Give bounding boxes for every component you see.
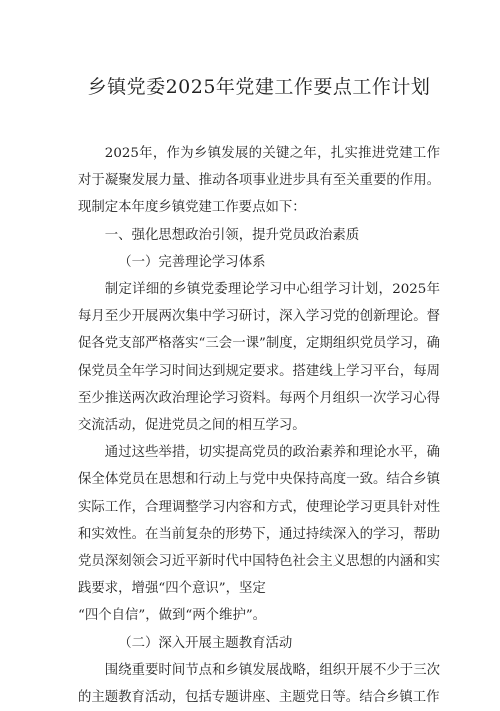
body-paragraph: 通过这些举措，切实提高党员的政治素养和理论水平，确保全体党员在思想和行动上与党中央保持高度一致。结合乡镇实际工作，合理调整学习内容和方式，使理论学习更具针对性和实效性。在当前复杂的形势下，通过持续深入的学习，帮助党员深刻领会习近平新时代中国特色社会主义思想的内涵和实践要求，增强“四个意识”，坚定	[78, 445, 440, 597]
document-title: 乡镇党委2025年党建工作要点工作计划	[87, 76, 431, 98]
body-paragraph: 制定详细的乡镇党委理论学习中心组学习计划，2025年每月至少开展两次集中学习研讨，深入学习党的创新理论。督促各党支部严格落实“三会一课”制度，定期组织党员学习，确保党员全年学习时间达到规定要求。搭建线上学习平台，每周至少推送两次政治理论学习资料。每两个月组织一次学习心得交流活动，促进党员之间的相互学习。	[78, 282, 440, 434]
subsection-heading-2: （二）深入开展主题教育活动	[118, 635, 293, 651]
document-body	[78, 140, 440, 711]
intro-paragraph: 2025年，作为乡镇发展的关键之年，扎实推进党建工作对于凝聚发展力量、推动各项事业进步具有至关重要的作用。现制定本年度乡镇党建工作要点如下：	[78, 146, 440, 216]
body-paragraph: 围绕重要时间节点和乡镇发展战略，组织开展不少于三次的主题教育活动，包括专题讲座、主题党日等。结合乡镇工作	[78, 662, 440, 706]
subsection-heading-1: （一）完善理论学习体系	[118, 254, 266, 270]
body-paragraph-continuation: “四个自信”，做到“两个维护”。	[78, 608, 267, 624]
section-heading-1: 一、强化思想政治引领，提升党员政治素质	[104, 227, 360, 243]
